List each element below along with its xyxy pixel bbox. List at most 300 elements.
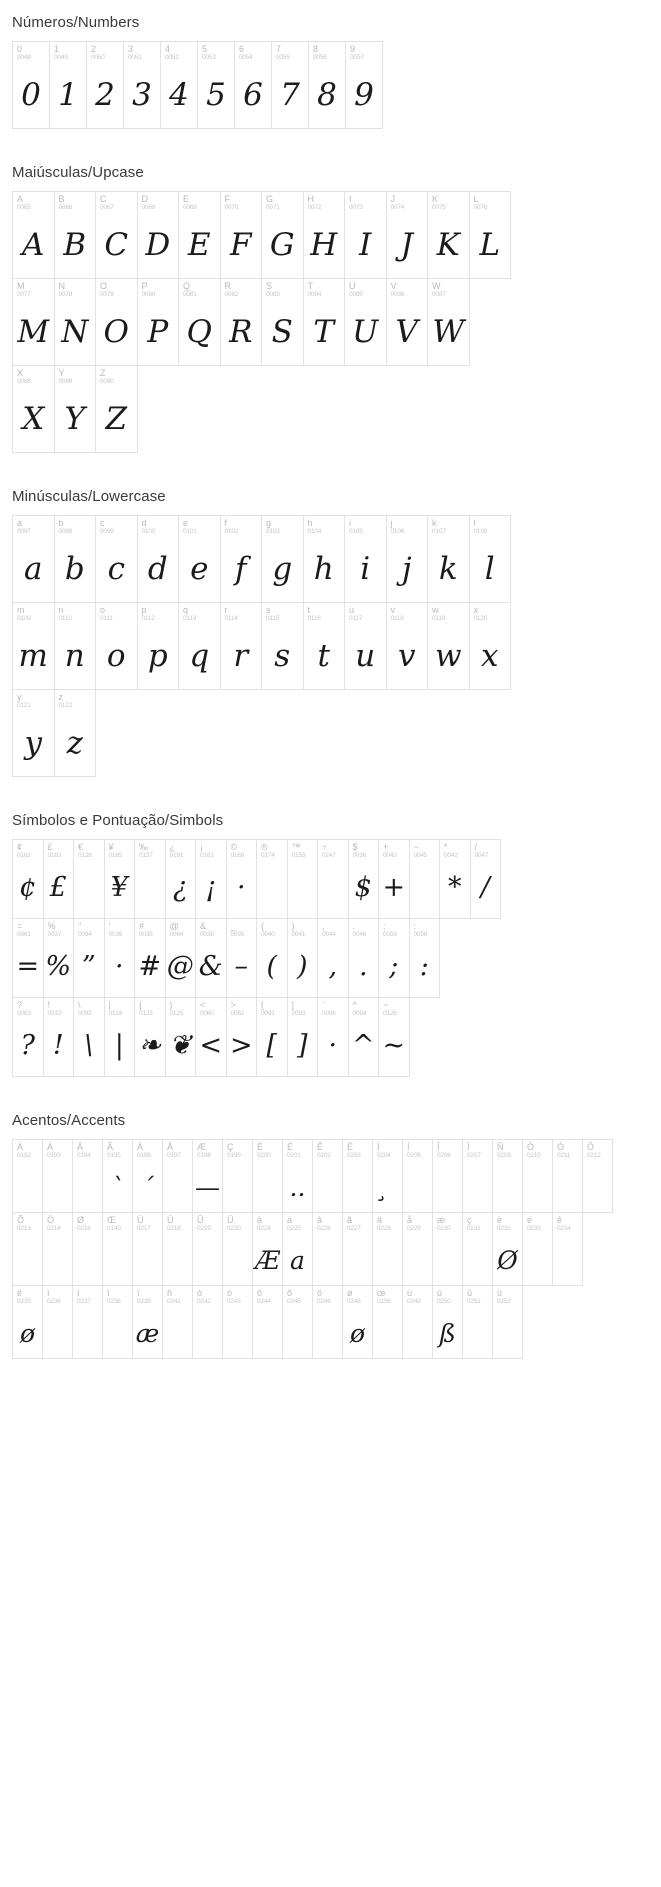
- glyph-cell[interactable]: [344, 602, 387, 690]
- glyph-code-label: 0082: [224, 291, 239, 299]
- glyph-preview: ?: [20, 1029, 35, 1061]
- glyph-cell[interactable]: [427, 515, 470, 603]
- glyph-cell[interactable]: [43, 839, 75, 919]
- glyph-cell[interactable]: [432, 1285, 463, 1359]
- glyph-cell[interactable]: [492, 1139, 523, 1213]
- glyph-cell[interactable]: [165, 997, 197, 1077]
- glyph-cell[interactable]: [552, 1212, 583, 1286]
- glyph-code-label: 0225: [287, 1225, 301, 1233]
- glyph-preview: i: [360, 550, 371, 587]
- glyph-preview: H: [310, 226, 338, 263]
- glyph-code-label: 0061: [17, 931, 31, 939]
- glyph-cell[interactable]: [220, 515, 263, 603]
- glyph-cell[interactable]: [43, 997, 75, 1077]
- glyph-cell[interactable]: [287, 839, 319, 919]
- glyph-char-label: â: [317, 1215, 323, 1225]
- glyph-char-label: 7: [276, 44, 282, 54]
- glyph-char-label: î: [107, 1288, 110, 1298]
- glyph-char-label: 8: [313, 44, 319, 54]
- glyph-cell[interactable]: [178, 602, 221, 690]
- glyph-cell[interactable]: [54, 191, 97, 279]
- glyph-cell[interactable]: [137, 515, 180, 603]
- glyph-cell[interactable]: [261, 515, 304, 603]
- glyph-cell[interactable]: [95, 365, 138, 453]
- glyph-cell[interactable]: [386, 602, 429, 690]
- glyph-meta: [261, 1001, 275, 1018]
- glyph-cell[interactable]: [282, 1285, 313, 1359]
- glyph-meta: [308, 519, 322, 536]
- glyph-char-label: `: [322, 1000, 325, 1010]
- glyph-cell[interactable]: [12, 839, 44, 919]
- glyph-cell[interactable]: [222, 1285, 253, 1359]
- glyph-cell[interactable]: [102, 1212, 133, 1286]
- glyph-cell[interactable]: [54, 689, 97, 777]
- glyph-meta: [77, 1289, 91, 1306]
- glyph-cell[interactable]: [95, 191, 138, 279]
- glyph-cell[interactable]: [342, 1139, 373, 1213]
- glyph-code-label: 0098: [58, 528, 73, 536]
- glyph-preview: [73, 1233, 102, 1286]
- glyph-code-label: 0191: [169, 852, 184, 860]
- glyph-cell[interactable]: [12, 997, 44, 1077]
- glyph-section: [0, 150, 661, 474]
- glyph-code-label: 0200: [257, 1152, 271, 1160]
- glyph-char-label: M: [17, 281, 25, 291]
- glyph-cell[interactable]: [220, 602, 263, 690]
- glyph-cell[interactable]: [372, 1212, 403, 1286]
- glyph-preview: M: [17, 313, 50, 350]
- glyph-char-label: £: [47, 842, 53, 852]
- glyph-cell[interactable]: [132, 1212, 163, 1286]
- glyph-code-label: 0117: [349, 615, 363, 623]
- glyph-cell[interactable]: [432, 1212, 463, 1286]
- glyph-char-label: Ï: [467, 1142, 470, 1152]
- glyph-cell[interactable]: [462, 1212, 493, 1286]
- glyph-cell[interactable]: [162, 1139, 193, 1213]
- glyph-cell[interactable]: [308, 41, 346, 129]
- glyph-meta: [391, 519, 405, 536]
- glyph-cell[interactable]: [252, 1285, 283, 1359]
- glyph-code-label: 0238: [107, 1298, 121, 1306]
- glyph-char-label: ¿: [169, 842, 175, 852]
- glyph-meta: [349, 606, 362, 623]
- glyph-meta: [78, 1001, 92, 1018]
- glyph-cell[interactable]: [134, 997, 166, 1077]
- glyph-cell[interactable]: [12, 41, 50, 129]
- glyph-cell[interactable]: [345, 41, 383, 129]
- glyph-cell[interactable]: [137, 602, 180, 690]
- glyph-cell[interactable]: [282, 1139, 313, 1213]
- glyph-char-label: 3: [128, 44, 134, 54]
- glyph-code-label: 0118: [390, 615, 404, 623]
- glyph-code-label: 0234: [557, 1225, 571, 1233]
- glyph-meta: [200, 843, 214, 860]
- glyph-preview: W: [432, 313, 465, 350]
- glyph-cell[interactable]: [469, 602, 512, 690]
- glyph-char-label: ?: [17, 1000, 23, 1010]
- glyph-cell[interactable]: [439, 839, 471, 919]
- glyph-cell[interactable]: [132, 1285, 163, 1359]
- glyph-code-label: 0058: [413, 931, 428, 939]
- glyph-cell[interactable]: [197, 41, 235, 129]
- glyph-preview: £: [49, 871, 67, 903]
- glyph-preview: [: [266, 1029, 278, 1061]
- glyph-cell[interactable]: [12, 1285, 43, 1359]
- glyph-meta: [91, 45, 105, 62]
- glyph-cell[interactable]: [220, 191, 263, 279]
- glyph-cell[interactable]: [86, 41, 124, 129]
- glyph-cell[interactable]: [552, 1139, 583, 1213]
- glyph-meta: [17, 922, 31, 939]
- glyph-cell[interactable]: [12, 515, 55, 603]
- glyph-char-label: W: [432, 281, 441, 291]
- glyph-meta: [197, 1289, 211, 1306]
- glyph-cell[interactable]: [256, 997, 288, 1077]
- glyph-preview: [43, 1306, 72, 1359]
- glyph-preview: [223, 1160, 252, 1213]
- glyph-cell[interactable]: [312, 1212, 343, 1286]
- glyph-cell[interactable]: [134, 918, 166, 998]
- glyph-cell[interactable]: [317, 997, 349, 1077]
- glyph-cell[interactable]: [12, 191, 55, 279]
- glyph-code-label: 0245: [287, 1298, 301, 1306]
- glyph-cell[interactable]: [42, 1139, 73, 1213]
- glyph-meta: [432, 519, 446, 536]
- glyph-cell[interactable]: [378, 839, 410, 919]
- glyph-code-label: 0074: [390, 204, 405, 212]
- glyph-meta: [17, 1001, 31, 1018]
- glyph-preview: ¢: [19, 871, 37, 903]
- glyph-code-label: 0174: [261, 852, 275, 860]
- glyph-cell[interactable]: [372, 1139, 403, 1213]
- glyph-char-label: Q: [183, 281, 191, 291]
- glyph-cell[interactable]: [470, 839, 502, 919]
- glyph-cell[interactable]: [73, 918, 105, 998]
- glyph-cell[interactable]: [582, 1139, 613, 1213]
- glyph-cell[interactable]: [12, 365, 55, 453]
- glyph-code-label: 0102: [224, 528, 239, 536]
- glyph-char-label: ®: [261, 842, 268, 852]
- glyph-cell[interactable]: [178, 278, 221, 366]
- glyph-cell[interactable]: [317, 918, 349, 998]
- glyph-meta: [227, 1143, 241, 1160]
- glyph-cell[interactable]: [132, 1139, 163, 1213]
- glyph-code-label: 0039: [108, 931, 123, 939]
- glyph-preview: 1: [58, 76, 78, 113]
- glyph-meta: [391, 606, 404, 623]
- glyph-cell[interactable]: [386, 278, 429, 366]
- glyph-cell[interactable]: [192, 1212, 223, 1286]
- glyph-cell[interactable]: [342, 1212, 373, 1286]
- glyph-meta: [292, 843, 306, 860]
- glyph-cell[interactable]: [72, 1285, 103, 1359]
- glyph-cell[interactable]: [104, 918, 136, 998]
- glyph-code-label: 0085: [349, 291, 363, 299]
- glyph-cell[interactable]: [137, 278, 180, 366]
- glyph-char-label: 5: [202, 44, 208, 54]
- glyph-preview: c: [107, 550, 125, 587]
- glyph-cell[interactable]: [303, 515, 346, 603]
- glyph-row: [12, 1212, 636, 1285]
- glyph-char-label: ë: [17, 1288, 23, 1298]
- glyph-code-label: 0046: [352, 931, 367, 939]
- glyph-cell[interactable]: [95, 278, 138, 366]
- glyph-cell[interactable]: [287, 997, 319, 1077]
- glyph-cell[interactable]: [12, 1139, 43, 1213]
- glyph-preview: [463, 1306, 492, 1359]
- glyph-cell[interactable]: [54, 278, 97, 366]
- glyph-cell[interactable]: [162, 1212, 193, 1286]
- glyph-cell[interactable]: [348, 918, 380, 998]
- glyph-cell[interactable]: [261, 602, 304, 690]
- glyph-cell[interactable]: [256, 839, 288, 919]
- glyph-meta: [467, 1216, 481, 1233]
- glyph-meta: [167, 1143, 181, 1160]
- glyph-cell[interactable]: [222, 1139, 253, 1213]
- glyph-cell[interactable]: [462, 1139, 493, 1213]
- glyph-cell[interactable]: [372, 1285, 403, 1359]
- glyph-cell[interactable]: [234, 41, 272, 129]
- glyph-char-label: y: [17, 692, 22, 702]
- glyph-cell[interactable]: [73, 997, 105, 1077]
- glyph-cell[interactable]: [522, 1212, 553, 1286]
- glyph-cell[interactable]: [165, 839, 197, 919]
- glyph-char-label: Y: [58, 368, 65, 378]
- glyph-cell[interactable]: [43, 918, 75, 998]
- glyph-cell[interactable]: [226, 839, 258, 919]
- glyph-cell[interactable]: [409, 918, 441, 998]
- glyph-cell[interactable]: [42, 1212, 73, 1286]
- glyph-cell[interactable]: [522, 1139, 553, 1213]
- glyph-code-label: 0089: [58, 378, 73, 386]
- glyph-preview: –: [234, 950, 248, 982]
- glyph-cell[interactable]: [178, 191, 221, 279]
- glyph-cell[interactable]: [123, 41, 161, 129]
- glyph-cell[interactable]: [252, 1139, 283, 1213]
- glyph-preview: G: [269, 226, 295, 263]
- glyph-meta: [100, 282, 114, 299]
- glyph-cell[interactable]: [378, 918, 410, 998]
- glyph-cell[interactable]: [402, 1212, 433, 1286]
- glyph-cell[interactable]: [192, 1139, 223, 1213]
- glyph-cell[interactable]: [102, 1285, 133, 1359]
- glyph-cell[interactable]: [348, 839, 380, 919]
- glyph-row: [12, 1285, 636, 1358]
- glyph-char-label: û: [467, 1288, 473, 1298]
- glyph-char-label: ñ: [167, 1288, 173, 1298]
- glyph-code-label: 0195: [107, 1152, 121, 1160]
- glyph-cell[interactable]: [402, 1285, 433, 1359]
- glyph-preview: ·: [114, 950, 124, 982]
- glyph-char-label: e: [183, 518, 189, 528]
- glyph-cell[interactable]: [342, 1285, 373, 1359]
- glyph-cell[interactable]: [178, 515, 221, 603]
- glyph-meta: [100, 606, 113, 623]
- glyph-preview: 6: [243, 76, 263, 113]
- glyph-cell[interactable]: [102, 1139, 133, 1213]
- glyph-cell[interactable]: [226, 918, 258, 998]
- glyph-cell[interactable]: [49, 41, 87, 129]
- glyph-preview: j: [401, 550, 412, 587]
- glyph-cell[interactable]: [303, 602, 346, 690]
- glyph-cell[interactable]: [162, 1285, 193, 1359]
- glyph-meta: [231, 843, 245, 860]
- glyph-preview: k: [438, 550, 458, 587]
- glyph-cell[interactable]: [378, 997, 410, 1077]
- glyph-char-label: õ: [287, 1288, 293, 1298]
- glyph-char-label: s: [266, 605, 271, 615]
- glyph-code-label: 0115: [266, 615, 280, 623]
- glyph-cell[interactable]: [427, 278, 470, 366]
- glyph-cell[interactable]: [95, 515, 138, 603]
- glyph-preview: —: [195, 1172, 220, 1202]
- glyph-cell[interactable]: [12, 918, 44, 998]
- glyph-cell[interactable]: [469, 191, 512, 279]
- glyph-char-label: {: [139, 1000, 143, 1010]
- glyph-meta: [59, 369, 73, 386]
- glyph-preview: [103, 1306, 132, 1359]
- glyph-cell[interactable]: [303, 278, 346, 366]
- glyph-code-label: 0123: [139, 1010, 153, 1018]
- glyph-preview: y: [24, 724, 42, 761]
- glyph-meta: [349, 519, 363, 536]
- glyph-char-label: C: [100, 194, 107, 204]
- glyph-cell[interactable]: [165, 918, 197, 998]
- glyph-preview: l: [484, 550, 495, 587]
- glyph-preview: ´: [141, 1172, 154, 1202]
- glyph-cell[interactable]: [134, 839, 166, 919]
- glyph-code-label: 0097: [17, 528, 31, 536]
- glyph-cell[interactable]: [195, 997, 227, 1077]
- glyph-cell[interactable]: [402, 1139, 433, 1213]
- glyph-preview: [193, 1306, 222, 1359]
- glyph-cell[interactable]: [12, 1212, 43, 1286]
- glyph-char-label: w: [432, 605, 439, 615]
- glyph-char-label: x: [473, 605, 478, 615]
- glyph-preview: L: [479, 226, 501, 263]
- glyph-meta: [557, 1143, 570, 1160]
- section-spacer: [0, 776, 661, 798]
- glyph-code-label: 0041: [291, 931, 306, 939]
- glyph-cell[interactable]: [492, 1285, 523, 1359]
- glyph-code-label: 0072: [307, 204, 322, 212]
- glyph-cell[interactable]: [303, 191, 346, 279]
- glyph-cell[interactable]: [160, 41, 198, 129]
- glyph-cell[interactable]: [12, 602, 55, 690]
- glyph-char-label: Ì: [377, 1142, 380, 1152]
- glyph-preview: I: [359, 226, 372, 263]
- glyph-cell[interactable]: [344, 191, 387, 279]
- glyph-preview: [373, 1306, 402, 1359]
- glyph-cell[interactable]: [261, 191, 304, 279]
- glyph-char-label: ì: [47, 1288, 50, 1298]
- glyph-preview: Ø: [497, 1245, 518, 1275]
- glyph-code-label: 0247: [322, 852, 336, 860]
- glyph-cell[interactable]: [72, 1139, 103, 1213]
- glyph-cell[interactable]: [12, 278, 55, 366]
- glyph-cell[interactable]: [348, 997, 380, 1077]
- glyph-cell[interactable]: [73, 839, 105, 919]
- glyph-code-label: 0128: [78, 852, 92, 860]
- glyph-preview: [223, 1233, 252, 1286]
- glyph-cell[interactable]: [54, 515, 97, 603]
- glyph-cell[interactable]: [222, 1212, 253, 1286]
- glyph-cell[interactable]: [104, 839, 136, 919]
- glyph-char-label: Î: [437, 1142, 440, 1152]
- glyph-cell[interactable]: [72, 1212, 103, 1286]
- glyph-preview: [74, 860, 104, 914]
- glyph-char-label: È: [257, 1142, 264, 1152]
- glyph-preview: +: [382, 871, 406, 903]
- glyph-meta: [47, 1216, 61, 1233]
- glyph-cell[interactable]: [312, 1285, 343, 1359]
- glyph-cell[interactable]: [409, 839, 441, 919]
- glyph-cell[interactable]: [226, 997, 258, 1077]
- glyph-char-label: Ù: [137, 1215, 144, 1225]
- glyph-cell[interactable]: [271, 41, 309, 129]
- glyph-preview: ❧: [138, 1029, 162, 1061]
- glyph-cell[interactable]: [195, 918, 227, 998]
- glyph-row: [12, 191, 636, 278]
- glyph-cell[interactable]: [427, 191, 470, 279]
- glyph-cell[interactable]: [282, 1212, 313, 1286]
- glyph-cell[interactable]: [261, 278, 304, 366]
- glyph-code-label: 0073: [349, 204, 363, 212]
- glyph-meta: [292, 1001, 306, 1018]
- glyph-cell[interactable]: [386, 515, 429, 603]
- glyph-cell[interactable]: [252, 1212, 283, 1286]
- glyph-preview: ·: [328, 1029, 338, 1061]
- glyph-cell[interactable]: [42, 1285, 73, 1359]
- glyph-code-label: 0063: [17, 1010, 31, 1018]
- glyph-meta: [414, 922, 428, 939]
- glyph-cell[interactable]: [137, 191, 180, 279]
- glyph-cell[interactable]: [344, 515, 387, 603]
- glyph-code-label: 0084: [307, 291, 322, 299]
- glyph-meta: [261, 922, 275, 939]
- glyph-cell[interactable]: [192, 1285, 223, 1359]
- glyph-cell[interactable]: [220, 278, 263, 366]
- glyph-meta: [414, 843, 428, 860]
- glyph-cell[interactable]: [287, 918, 319, 998]
- glyph-cell[interactable]: [54, 365, 97, 453]
- glyph-cell[interactable]: [312, 1139, 343, 1213]
- glyph-meta: [17, 45, 31, 62]
- glyph-cell[interactable]: [95, 602, 138, 690]
- glyph-cell[interactable]: [195, 839, 227, 919]
- glyph-cell[interactable]: [54, 602, 97, 690]
- glyph-cell[interactable]: [432, 1139, 463, 1213]
- glyph-meta: [142, 606, 155, 623]
- glyph-cell[interactable]: [386, 191, 429, 279]
- glyph-code-label: 0067: [100, 204, 114, 212]
- glyph-cell[interactable]: [12, 689, 55, 777]
- glyph-cell[interactable]: [462, 1285, 493, 1359]
- glyph-cell[interactable]: [492, 1212, 523, 1286]
- glyph-cell[interactable]: [104, 997, 136, 1077]
- glyph-preview: T: [313, 313, 335, 350]
- glyph-preview: V: [395, 313, 418, 350]
- glyph-cell[interactable]: [427, 602, 470, 690]
- glyph-preview: q: [189, 637, 210, 674]
- glyph-cell[interactable]: [469, 515, 512, 603]
- glyph-meta: [231, 922, 245, 939]
- glyph-cell[interactable]: [256, 918, 288, 998]
- glyph-char-label: ¢: [17, 842, 23, 852]
- glyph-cell[interactable]: [317, 839, 349, 919]
- glyph-meta: [59, 606, 72, 623]
- glyph-cell[interactable]: [344, 278, 387, 366]
